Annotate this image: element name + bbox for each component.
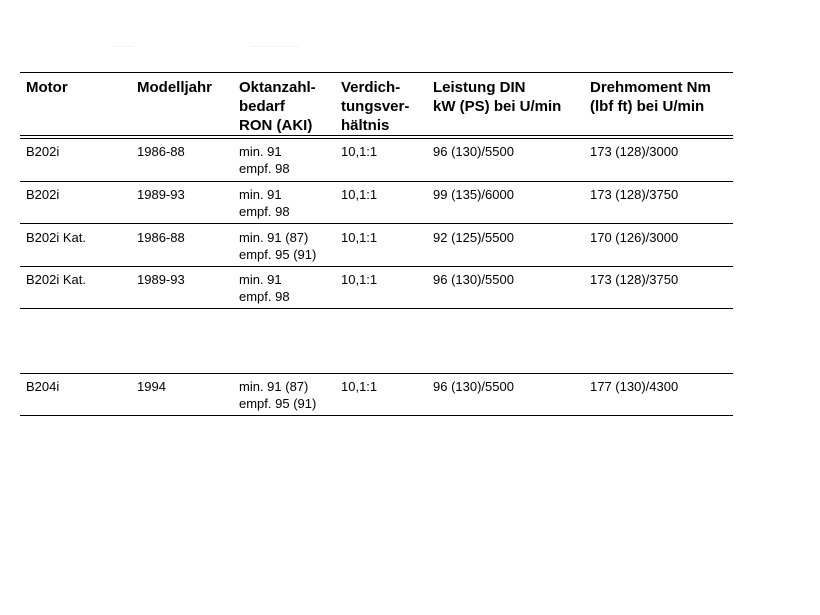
cell-oktanzahl: min. 91 empf. 98 [239, 272, 290, 304]
cell-verdichtung: 10,1:1 [341, 187, 378, 202]
header-double-rule-top [20, 135, 733, 136]
cell-modelljahr: 1986-88 [137, 230, 185, 245]
table-top-rule [20, 72, 733, 73]
cell-motor: B202i Kat. [26, 272, 86, 287]
cell-oktanzahl: min. 91 (87) empf. 95 (91) [239, 379, 317, 411]
cell-verdichtung: 10,1:1 [341, 379, 378, 394]
header-drehmoment: Drehmoment Nm (lbf ft) bei U/min [590, 79, 711, 115]
cell-verdichtung: 10,1:1 [341, 272, 378, 287]
cell-drehmoment: 173 (128)/3000 [590, 144, 679, 159]
row-rule [20, 266, 733, 267]
cell-modelljahr: 1989-93 [137, 187, 185, 202]
cell-verdichtung: 10,1:1 [341, 230, 378, 245]
cell-drehmoment: 173 (128)/3750 [590, 272, 679, 287]
header-motor: Motor [26, 79, 68, 96]
table-bottom-rule [20, 415, 733, 416]
row-rule [20, 223, 733, 224]
cell-drehmoment: 177 (130)/4300 [590, 379, 679, 394]
cell-verdichtung: 10,1:1 [341, 144, 378, 159]
header-modelljahr: Modelljahr [137, 79, 213, 96]
cell-oktanzahl: min. 91 (87) empf. 95 (91) [239, 230, 317, 262]
header-verdichtung: Verdich- tungsver- hältnis [341, 79, 410, 134]
cell-modelljahr: 1989-93 [137, 272, 185, 287]
cell-motor: B202i [26, 144, 60, 159]
row-rule [20, 181, 733, 182]
cell-leistung: 96 (130)/5500 [433, 272, 514, 287]
cell-motor: B204i [26, 379, 60, 394]
header-leistung: Leistung DIN kW (PS) bei U/min [433, 79, 562, 115]
cell-oktanzahl: min. 91 empf. 98 [239, 144, 290, 176]
header-double-rule-bottom [20, 138, 733, 139]
cell-modelljahr: 1986-88 [137, 144, 185, 159]
cell-leistung: 99 (135)/6000 [433, 187, 514, 202]
cell-leistung: 96 (130)/5500 [433, 144, 514, 159]
row-rule [20, 308, 733, 309]
scan-artifact-line [112, 46, 134, 47]
cell-leistung: 92 (125)/5500 [433, 230, 514, 245]
cell-oktanzahl: min. 91 empf. 98 [239, 187, 290, 219]
cell-drehmoment: 170 (126)/3000 [590, 230, 679, 245]
cell-modelljahr: 1994 [137, 379, 166, 394]
cell-motor: B202i [26, 187, 60, 202]
scan-artifact-line [250, 46, 300, 47]
header-oktanzahl: Oktanzahl- bedarf RON (AKI) [239, 79, 316, 134]
row-rule [20, 373, 733, 374]
cell-leistung: 96 (130)/5500 [433, 379, 514, 394]
cell-motor: B202i Kat. [26, 230, 86, 245]
cell-drehmoment: 173 (128)/3750 [590, 187, 679, 202]
